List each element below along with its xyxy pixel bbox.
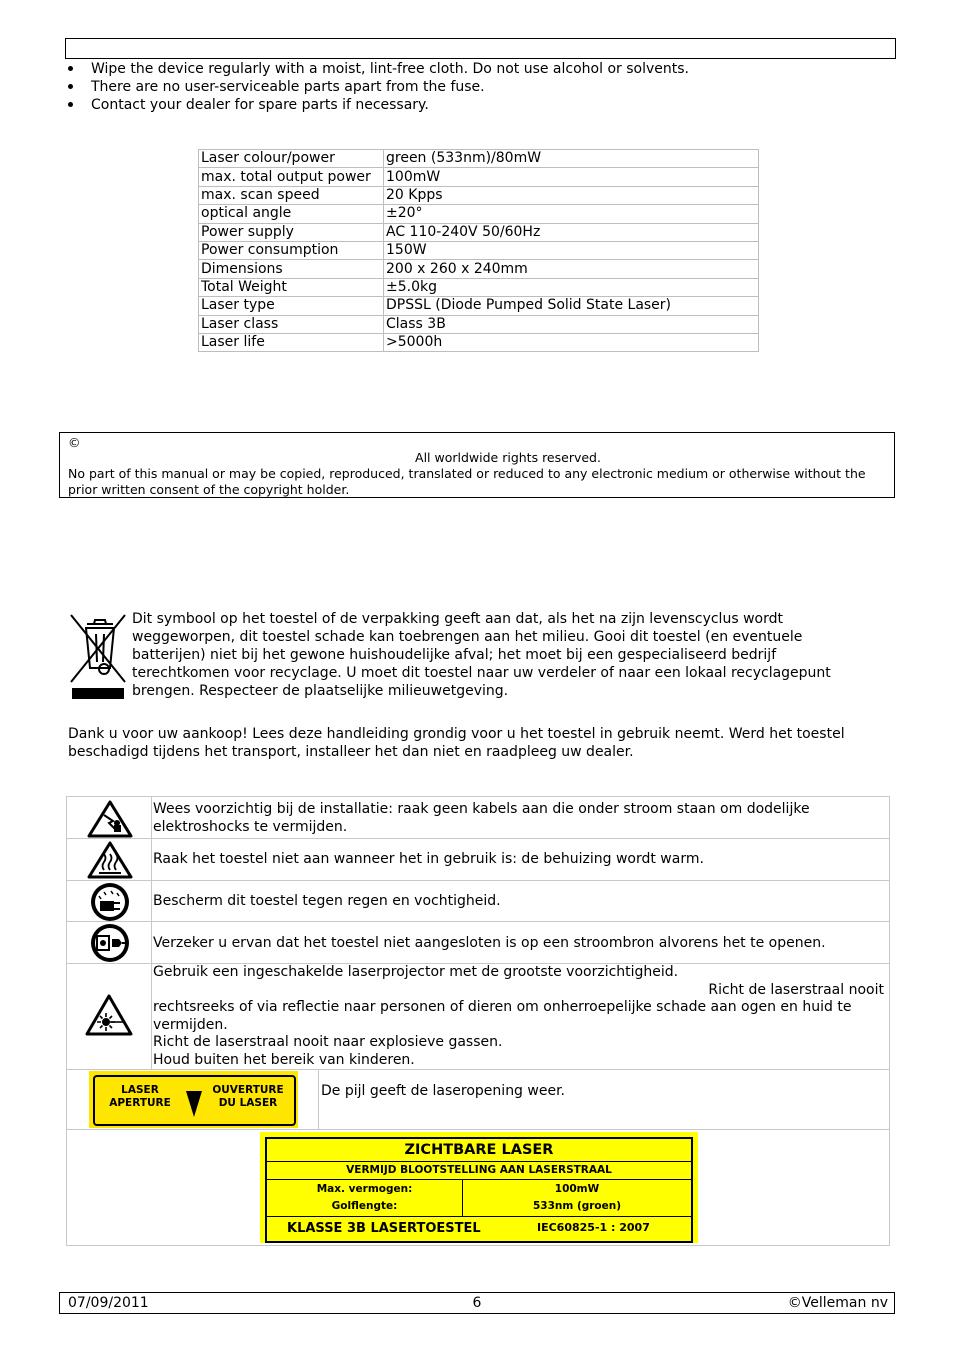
spec-key: Dimensions [199, 260, 384, 278]
row-divider [67, 1129, 889, 1130]
bullet-icon [68, 102, 73, 107]
aperture-arrow-icon [184, 1089, 204, 1119]
bullet-icon [68, 84, 73, 89]
spec-key: optical angle [199, 205, 384, 223]
list-item: There are no user-serviceable parts apart from the fuse. [68, 78, 868, 96]
table-row [199, 168, 759, 186]
laser-class-specs [267, 1180, 691, 1217]
table-row [199, 315, 759, 333]
spec-key: Power consumption [199, 241, 384, 259]
page-footer [59, 1292, 895, 1314]
footer-company: ©Velleman nv [787, 1295, 888, 1311]
spec-key: Laser type [199, 297, 384, 315]
column-divider [151, 797, 152, 1069]
table-row [199, 241, 759, 259]
laser-power-value: 100mW [554, 1183, 600, 1195]
copyright-box [59, 432, 895, 498]
column-divider [318, 1069, 319, 1129]
moisture-protection-icon [89, 882, 131, 922]
row-divider [67, 838, 889, 839]
warning-moisture-text: Bescherm dit toestel tegen regen en vochtigheid. [153, 893, 501, 909]
laser-aperture-label [89, 1071, 298, 1128]
thanks-text: Dank u voor uw aankoop! Lees deze handleiding grondig voor u het toestel in gebruik neemt. Werd het toestel beschadigd tijdens het transport, installeer het dan niet en raadpleeg uw dealer. [68, 726, 845, 760]
aperture-left-line2: APERTURE [109, 1097, 171, 1109]
laser-radiation-warning-icon [84, 993, 134, 1037]
table-row [199, 333, 759, 351]
spec-value: 150W [384, 241, 759, 259]
laser-wavelength-key: Golflengte: [331, 1200, 398, 1212]
spec-value: 100mW [384, 168, 759, 186]
warning-electric-text: Wees voorzichtig bij de installatie: raak geen kabels aan die onder stroom staan om dodelijke elektroshocks te vermijden. [153, 801, 810, 835]
aperture-left-line1: LASER [121, 1084, 159, 1096]
laser-class-title: ZICHTBARE LASER [267, 1139, 691, 1162]
footer-page-number: 6 [472, 1295, 482, 1311]
spec-value: AC 110-240V 50/60Hz [384, 223, 759, 241]
row-divider [67, 880, 889, 881]
warning-laser-line2a: Richt de laserstraal nooit [708, 982, 884, 998]
warning-laser-line2b: rechtsreeks of via reflectie naar personen of dieren om onherroepelijke schade aan ogen en huid te vermijden. [153, 999, 852, 1033]
table-row [199, 260, 759, 278]
maintenance-list [68, 60, 868, 114]
bullet-icon [68, 66, 73, 71]
table-row [199, 150, 759, 168]
copyright-symbol: © [68, 435, 81, 450]
table-row [199, 297, 759, 315]
spec-key: max. scan speed [199, 186, 384, 204]
list-item: Wipe the device regularly with a moist, lint-free cloth. Do not use alcohol or solvents. [68, 60, 868, 78]
laser-class-subtitle: VERMIJD BLOOTSTELLING AAN LASERSTRAAL [267, 1162, 691, 1180]
spec-value: 200 x 260 x 240mm [384, 260, 759, 278]
laser-class-text: KLASSE 3B LASERTOESTEL [287, 1221, 481, 1236]
table-row [199, 205, 759, 223]
spec-value: DPSSL (Diode Pumped Solid State Laser) [384, 297, 759, 315]
spec-key: max. total output power [199, 168, 384, 186]
weee-bin-icon [69, 612, 127, 702]
footer-date: 07/09/2011 [68, 1295, 149, 1311]
warning-hot-text: Raak het toestel niet aan wanneer het in gebruik is: de behuizing wordt warm. [153, 851, 704, 867]
laser-class-label [260, 1132, 698, 1243]
laser-class-bottom [267, 1217, 691, 1241]
spec-key: Laser life [199, 333, 384, 351]
row-divider [67, 921, 889, 922]
laser-power-key: Max. vermogen: [316, 1183, 413, 1195]
spec-key: Laser colour/power [199, 150, 384, 168]
laser-class-frame [265, 1137, 693, 1243]
spec-value: ±20° [384, 205, 759, 223]
spec-table [198, 149, 759, 352]
spec-value: ±5.0kg [384, 278, 759, 296]
table-row [199, 186, 759, 204]
warning-laser-line3: Richt de laserstraal nooit naar explosieve gassen. [153, 1034, 503, 1050]
disconnect-power-icon [89, 923, 131, 963]
weee-text: Dit symbool op het toestel of de verpakking geeft aan dat, als het na zijn levenscyclus wordt weggeworpen, dit toestel schade kan toebrengen aan het milieu. Gooi dit toestel (en eventuele batterijen) niet bij het gewone huishoudelijke afval; het moet bij een gespecialiseerd bedrijf terechtkomen voor recyclage. U moet dit toestel naar uw verdeler of naar een lokaal recyclagepunt brengen. Respecteer de plaatselijke milieuwetgeving. [132, 611, 831, 699]
spec-key: Laser class [199, 315, 384, 333]
spec-key: Total Weight [199, 278, 384, 296]
warning-table [66, 796, 890, 1246]
spec-value: green (533nm)/80mW [384, 150, 759, 168]
list-item: Contact your dealer for spare parts if necessary. [68, 96, 868, 114]
laser-wavelength-value: 533nm (groen) [532, 1200, 622, 1212]
table-row [199, 223, 759, 241]
copyright-notice: No part of this manual or may be copied, reproduced, translated or reduced to any electronic medium or otherwise without the prior written consent of the copyright holder. [68, 466, 866, 497]
spec-value: Class 3B [384, 315, 759, 333]
warning-disconnect-text: Verzeker u ervan dat het toestel niet aangesloten is op een stroombron alvorens het te openen. [153, 935, 826, 951]
hot-surface-warning-icon [86, 840, 134, 880]
copyright-rights: All worldwide rights reserved. [415, 450, 601, 465]
section-header-bar [65, 38, 896, 59]
table-row [199, 278, 759, 296]
warning-laser-line1: Gebruik een ingeschakelde laserprojector met de grootste voorzichtigheid. [153, 964, 679, 980]
aperture-right-line2: DU LASER [218, 1097, 278, 1109]
warning-laser-line4: Houd buiten het bereik van kinderen. [153, 1052, 415, 1068]
warning-aperture-text: De pijl geeft de laseropening weer. [321, 1083, 565, 1099]
spec-value: >5000h [384, 333, 759, 351]
spec-key: Power supply [199, 223, 384, 241]
aperture-right-line1: OUVERTURE [212, 1084, 284, 1096]
electric-shock-warning-icon [86, 799, 134, 839]
laser-standard: IEC60825-1 : 2007 [537, 1221, 650, 1234]
spec-value: 20 Kpps [384, 186, 759, 204]
